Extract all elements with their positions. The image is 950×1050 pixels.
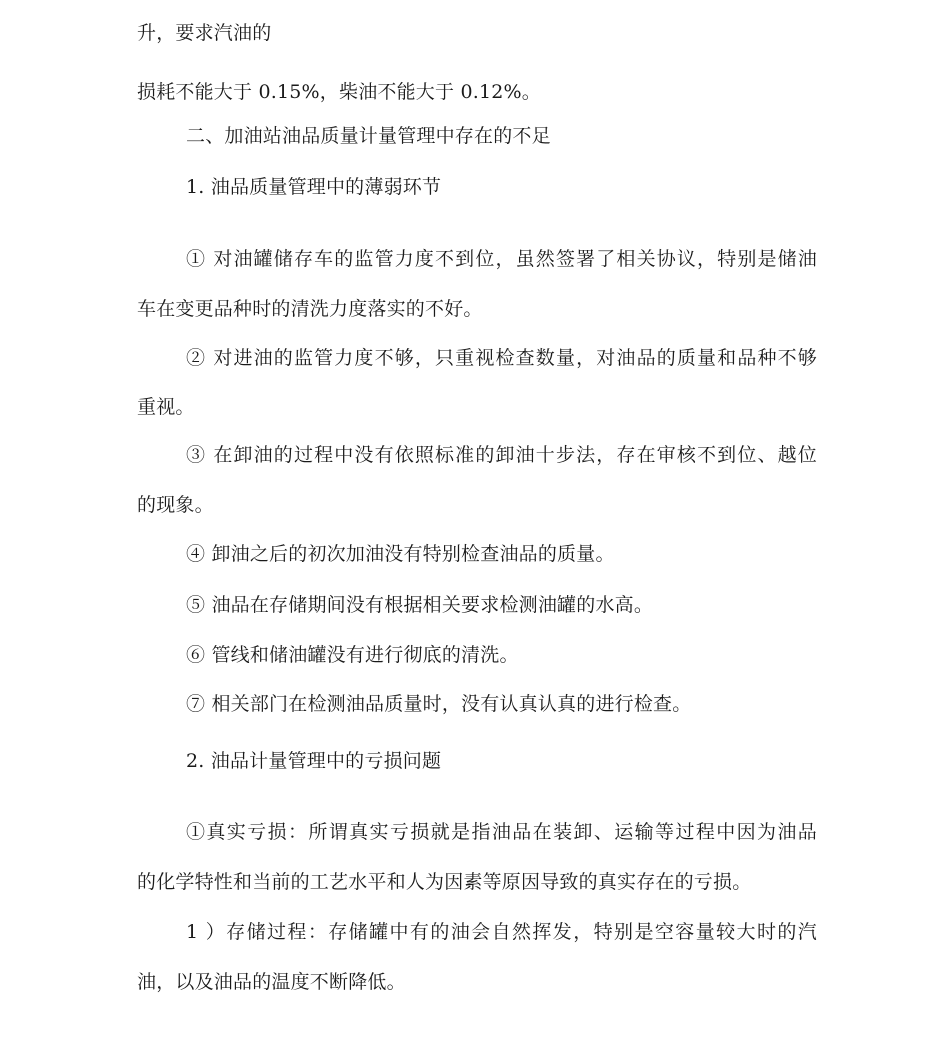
storage-item-line-2: 油，以及油品的温度不断降低。: [137, 971, 406, 993]
storage-item-line-1: 1 ）存储过程：存储罐中有的油会自然挥发，特别是空容量较大时的汽: [186, 921, 817, 943]
item-2-line-1: ② 对进油的监管力度不够，只重视检查数量，对油品的质量和品种不够: [186, 347, 817, 369]
item-3-line-2: 的现象。: [137, 494, 214, 516]
item-1-line-2: 车在变更品种时的清洗力度落实的不好。: [137, 298, 483, 320]
item-7: ⑦ 相关部门在检测油品质量时，没有认真认真的进行检查。: [186, 693, 692, 715]
item-4: ④ 卸油之后的初次加油没有特别检查油品的质量。: [186, 543, 615, 565]
section-heading: 二、加油站油品质量计量管理中存在的不足: [186, 125, 551, 147]
text-line-1: 升，要求汽油的: [137, 22, 272, 44]
text-line-2: 损耗不能大于 0.15%，柴油不能大于 0.12%。: [137, 81, 541, 103]
subsection-heading-2: 2. 油品计量管理中的亏损问题: [186, 750, 442, 772]
item-3-line-1: ③ 在卸油的过程中没有依照标准的卸油十步法，存在审核不到位、越位: [186, 444, 817, 466]
item-2-line-2: 重视。: [137, 396, 195, 418]
loss-item-1-line-1: ①真实亏损：所谓真实亏损就是指油品在装卸、运输等过程中因为油品: [186, 821, 817, 843]
loss-item-1-line-2: 的化学特性和当前的工艺水平和人为因素等原因导致的真实存在的亏损。: [137, 871, 752, 893]
item-5: ⑤ 油品在存储期间没有根据相关要求检测油罐的水高。: [186, 594, 654, 616]
item-6: ⑥ 管线和储油罐没有进行彻底的清洗。: [186, 644, 519, 666]
subsection-heading-1: 1. 油品质量管理中的薄弱环节: [186, 176, 442, 198]
item-1-line-1: ① 对油罐储存车的监管力度不到位，虽然签署了相关协议，特别是储油: [186, 248, 817, 270]
